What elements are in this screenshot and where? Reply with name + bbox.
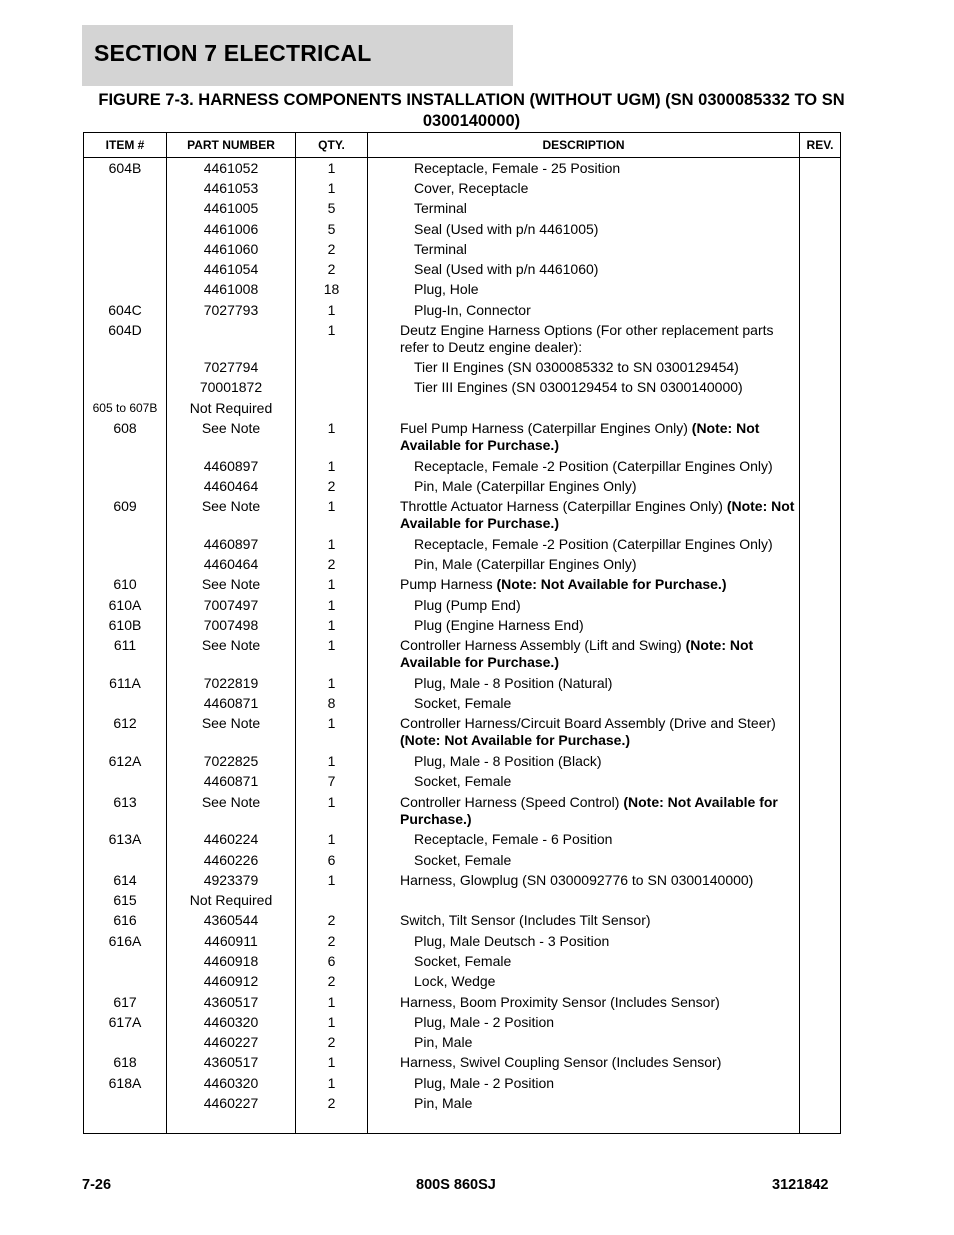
item-number: 616A <box>108 932 142 949</box>
model-name: 800S 860SJ <box>416 1177 496 1193</box>
part-number: 4460871 <box>203 773 259 790</box>
part-number: 4923379 <box>203 871 259 888</box>
quantity: 5 <box>327 220 336 237</box>
part-number: 4460871 <box>203 695 259 712</box>
description <box>400 794 796 828</box>
description-text: Seal (Used with p/n 4461060) <box>414 261 599 278</box>
part-number: 4461005 <box>203 200 259 217</box>
part-number: 70001872 <box>199 379 263 396</box>
quantity: 2 <box>327 1034 336 1051</box>
table-row <box>84 220 840 240</box>
header-item: ITEM # <box>105 138 145 152</box>
quantity: 7 <box>327 773 336 790</box>
description <box>414 933 810 950</box>
item-number: 617A <box>108 1013 142 1030</box>
quantity: 1 <box>327 871 336 888</box>
description <box>414 773 810 790</box>
quantity: 1 <box>327 793 336 810</box>
part-number: 4460911 <box>204 932 258 949</box>
item-number: 609 <box>113 498 137 515</box>
item-number: 613 <box>113 793 137 810</box>
description <box>400 498 796 532</box>
description <box>400 576 796 593</box>
quantity: 8 <box>327 695 336 712</box>
item-number: 618A <box>108 1074 142 1091</box>
description <box>414 359 810 376</box>
header-divider <box>84 157 840 158</box>
description-text: Pin, Male (Caterpillar Engines Only) <box>414 556 637 573</box>
description-note: (Note: Not Available for Purchase.) <box>496 576 727 593</box>
table-row <box>84 457 840 477</box>
table-row <box>84 772 840 792</box>
table-row <box>84 321 840 358</box>
description <box>414 831 810 848</box>
table-row <box>84 477 840 497</box>
part-number: 7022825 <box>203 753 259 770</box>
quantity: 1 <box>327 160 336 176</box>
quantity: 1 <box>327 457 336 474</box>
description-text: Plug, Male Deutsch - 3 Position <box>414 932 610 949</box>
description <box>414 1075 810 1092</box>
table-row <box>84 555 840 575</box>
description <box>400 994 796 1011</box>
description <box>400 322 796 356</box>
part-number: 7022819 <box>203 674 259 691</box>
description-text: Socket, Female <box>414 952 512 969</box>
description-text: Plug, Hole <box>414 281 479 298</box>
item-number: 615 <box>113 892 137 909</box>
description-note: (Note: Not Available for Purchase.) <box>400 732 631 749</box>
description <box>414 617 810 634</box>
quantity: 2 <box>327 912 336 929</box>
quantity: 6 <box>327 952 336 969</box>
description-text: Receptacle, Female - 25 Position <box>414 160 621 176</box>
part-number: 4460912 <box>203 973 259 990</box>
part-number: 4460897 <box>203 535 259 552</box>
table-body <box>84 159 840 1114</box>
quantity: 1 <box>327 674 336 691</box>
table-row <box>84 752 840 772</box>
description-text: Controller Harness (Speed Control) <box>400 793 624 810</box>
table-row <box>84 674 840 694</box>
part-number: 4460227 <box>203 1095 259 1112</box>
description-text: Tier III Engines (SN 0300129454 to SN 0300140000) <box>414 379 743 396</box>
description <box>414 180 810 197</box>
description-text: Plug, Male - 8 Position (Black) <box>414 753 602 770</box>
table-row <box>84 830 840 850</box>
part-number: See Note <box>201 498 261 515</box>
table-row <box>84 1033 840 1053</box>
document-number: 3121842 <box>772 1177 829 1193</box>
description <box>414 1014 810 1031</box>
table-row <box>84 714 840 752</box>
section-title: SECTION 7 ELECTRICAL <box>94 40 372 66</box>
part-number: See Note <box>201 715 261 732</box>
quantity: 1 <box>327 1054 336 1071</box>
part-number: See Note <box>201 419 261 436</box>
part-number: 4460464 <box>203 477 259 494</box>
item-number: 604D <box>108 322 142 339</box>
item-number: 608 <box>113 419 137 436</box>
part-number: 4460320 <box>203 1074 259 1091</box>
section-banner <box>82 25 513 86</box>
part-number: 4461060 <box>203 240 259 257</box>
table-row <box>84 179 840 199</box>
quantity: 1 <box>327 993 336 1010</box>
description-text: Harness, Swivel Coupling Sensor (Includes Sensor) <box>400 1054 722 1071</box>
table-row <box>84 240 840 260</box>
part-number: 4460320 <box>203 1013 259 1030</box>
part-number: 4460224 <box>203 831 259 848</box>
table-row <box>84 851 840 871</box>
quantity: 1 <box>327 419 336 436</box>
description <box>414 281 810 298</box>
table-row <box>84 1013 840 1033</box>
part-number: See Note <box>201 793 261 810</box>
description-note: (Note: Not Available for Purchase.) <box>400 419 760 453</box>
item-number: 614 <box>113 871 137 888</box>
description <box>414 458 810 475</box>
part-number: 4460464 <box>203 556 259 573</box>
part-number: 4460227 <box>203 1034 259 1051</box>
table-row <box>84 616 840 636</box>
description <box>414 597 810 614</box>
part-number: 7027793 <box>203 301 259 318</box>
quantity: 18 <box>323 281 340 298</box>
description-text: Harness, Glowplug (SN 0300092776 to SN 0300140000) <box>400 871 754 888</box>
description <box>400 912 796 929</box>
item-number: 611 <box>113 637 137 654</box>
item-number: 610 <box>113 576 137 593</box>
quantity: 1 <box>327 301 336 318</box>
description <box>414 241 810 258</box>
quantity: 1 <box>327 498 336 515</box>
description-text: Throttle Actuator Harness (Caterpillar Engines Only) <box>400 498 727 515</box>
description <box>400 1054 796 1071</box>
description-text: Deutz Engine Harness Options (For other replacement parts refer to Deutz engine dealer): <box>400 322 774 356</box>
table-row <box>84 575 840 595</box>
table-row <box>84 399 840 419</box>
table-row <box>84 911 840 931</box>
quantity: 2 <box>327 1095 336 1112</box>
item-number: 612A <box>108 753 142 770</box>
table-row <box>84 419 840 457</box>
quantity: 2 <box>327 240 336 257</box>
description <box>400 872 796 889</box>
part-number: Not Required <box>189 399 273 416</box>
description <box>414 695 810 712</box>
description <box>414 675 810 692</box>
description <box>414 1034 810 1051</box>
quantity: 1 <box>327 576 336 593</box>
table-row <box>84 1074 840 1094</box>
description <box>414 379 810 396</box>
page-number: 7-26 <box>82 1177 112 1193</box>
quantity: 1 <box>327 596 336 613</box>
table-row <box>84 891 840 911</box>
part-number: 4360517 <box>203 993 259 1010</box>
table-row <box>84 1094 840 1114</box>
description <box>414 536 810 553</box>
quantity: 6 <box>327 851 336 868</box>
header-rev: REV. <box>806 138 834 152</box>
part-number: Not Required <box>189 892 273 909</box>
header-qty: QTY. <box>318 138 345 152</box>
table-row <box>84 1053 840 1073</box>
table-row <box>84 793 840 831</box>
table-row <box>84 636 840 674</box>
description-note: (Note: Not Available for Purchase.) <box>400 637 754 671</box>
part-number: 4461006 <box>203 220 259 237</box>
quantity: 1 <box>327 753 336 770</box>
description <box>414 753 810 770</box>
table-row <box>84 972 840 992</box>
item-number: 616 <box>113 912 137 929</box>
table-row <box>84 993 840 1013</box>
description-text: Plug, Male - 2 Position <box>414 1074 555 1091</box>
table-row <box>84 596 840 616</box>
description-text: Fuel Pump Harness (Caterpillar Engines Only) <box>400 419 692 436</box>
description <box>400 420 796 454</box>
description-text: Switch, Tilt Sensor (Includes Tilt Sensor) <box>400 912 651 929</box>
part-number: 4460897 <box>203 457 259 474</box>
part-number: 4461052 <box>203 160 259 176</box>
quantity: 2 <box>327 556 336 573</box>
figure-title: FIGURE 7-3. HARNESS COMPONENTS INSTALLATION (WITHOUT UGM) (SN 0300085332 TO SN 0300140000) <box>98 91 845 130</box>
part-number: 4460226 <box>203 851 259 868</box>
part-number: 7007498 <box>203 616 259 633</box>
description-text: Plug, Male - 8 Position (Natural) <box>414 674 613 691</box>
part-number: 4360517 <box>203 1054 259 1071</box>
description-text: Tier II Engines (SN 0300085332 to SN 0300129454) <box>414 359 739 376</box>
quantity: 5 <box>327 200 336 217</box>
part-number: 4461053 <box>203 180 259 196</box>
header-part-number: PART NUMBER <box>187 138 275 152</box>
description <box>414 1095 810 1112</box>
description-text: Plug-In, Connector <box>414 301 531 318</box>
description <box>414 478 810 495</box>
description-text: Controller Harness/Circuit Board Assembly (Drive and Steer) <box>400 715 776 732</box>
description <box>414 953 810 970</box>
quantity: 1 <box>327 535 336 552</box>
quantity: 1 <box>327 715 336 732</box>
description-text: Receptacle, Female -2 Position (Caterpillar Engines Only) <box>414 535 773 552</box>
item-number: 612 <box>113 715 137 732</box>
description-text: Socket, Female <box>414 773 512 790</box>
table-row <box>84 535 840 555</box>
item-number: 610A <box>108 596 142 613</box>
description-text: Controller Harness Assembly (Lift and Swing) <box>400 637 686 654</box>
parts-table <box>83 132 841 1134</box>
part-number: See Note <box>201 637 261 654</box>
item-number: 618 <box>113 1054 137 1071</box>
item-number: 605 to 607B <box>92 400 158 415</box>
quantity: 1 <box>327 1074 336 1091</box>
part-number: 7027794 <box>203 359 259 376</box>
table-row <box>84 932 840 952</box>
description <box>414 200 810 217</box>
description-text: Receptacle, Female - 6 Position <box>414 831 613 848</box>
item-number: 610B <box>108 616 142 633</box>
description-text: Plug (Engine Harness End) <box>414 616 584 633</box>
quantity: 2 <box>327 973 336 990</box>
part-number: 7007497 <box>203 596 259 613</box>
description-text: Socket, Female <box>414 695 512 712</box>
description-note: (Note: Not Available for Purchase.) <box>400 498 795 532</box>
description-note: (Note: Not Available for Purchase.) <box>400 793 778 827</box>
quantity: 1 <box>327 637 336 654</box>
item-number: 604C <box>108 301 142 318</box>
description <box>414 261 810 278</box>
description-text: Plug, Male - 2 Position <box>414 1013 555 1030</box>
part-number: 4461054 <box>203 261 259 278</box>
description <box>414 160 810 177</box>
table-row <box>84 694 840 714</box>
item-number: 604B <box>108 160 142 176</box>
description-text: Pump Harness <box>400 576 497 593</box>
part-number: See Note <box>201 576 261 593</box>
description-text: Pin, Male <box>414 1034 473 1051</box>
quantity: 1 <box>327 322 336 339</box>
part-number: 4460918 <box>203 952 259 969</box>
description <box>414 221 810 238</box>
table-row <box>84 871 840 891</box>
description-text: Plug (Pump End) <box>414 596 521 613</box>
table-row <box>84 199 840 219</box>
quantity: 2 <box>327 477 336 494</box>
description-text: Harness, Boom Proximity Sensor (Includes Sensor) <box>400 993 720 1010</box>
description <box>414 852 810 869</box>
description-text: Terminal <box>414 200 467 217</box>
quantity: 2 <box>327 261 336 278</box>
header-description: DESCRIPTION <box>542 138 625 152</box>
description-text: Lock, Wedge <box>414 973 496 990</box>
part-number: 4360544 <box>203 912 259 929</box>
table-row <box>84 497 840 535</box>
description-text: Receptacle, Female -2 Position (Caterpillar Engines Only) <box>414 457 773 474</box>
quantity: 1 <box>327 180 336 196</box>
description <box>400 715 796 749</box>
quantity: 2 <box>327 932 336 949</box>
item-number: 613A <box>108 831 142 848</box>
description-text: Pin, Male <box>414 1095 473 1112</box>
description-text: Socket, Female <box>414 851 512 868</box>
description-text: Cover, Receptacle <box>414 180 529 196</box>
item-number: 617 <box>113 993 137 1010</box>
description <box>414 302 810 319</box>
table-row <box>84 260 840 280</box>
description-text: Seal (Used with p/n 4461005) <box>414 220 599 237</box>
quantity: 1 <box>327 831 336 848</box>
quantity: 1 <box>327 1013 336 1030</box>
table-row <box>84 301 840 321</box>
description <box>414 556 810 573</box>
item-number: 611A <box>109 674 141 691</box>
description-text: Terminal <box>414 240 467 257</box>
table-row <box>84 358 840 378</box>
description <box>400 637 796 671</box>
table-row <box>84 280 840 300</box>
description <box>414 973 810 990</box>
table-row <box>84 159 840 179</box>
description-text: Pin, Male (Caterpillar Engines Only) <box>414 477 637 494</box>
table-row <box>84 378 840 398</box>
quantity: 1 <box>327 616 336 633</box>
part-number: 4461008 <box>203 281 259 298</box>
table-row <box>84 952 840 972</box>
